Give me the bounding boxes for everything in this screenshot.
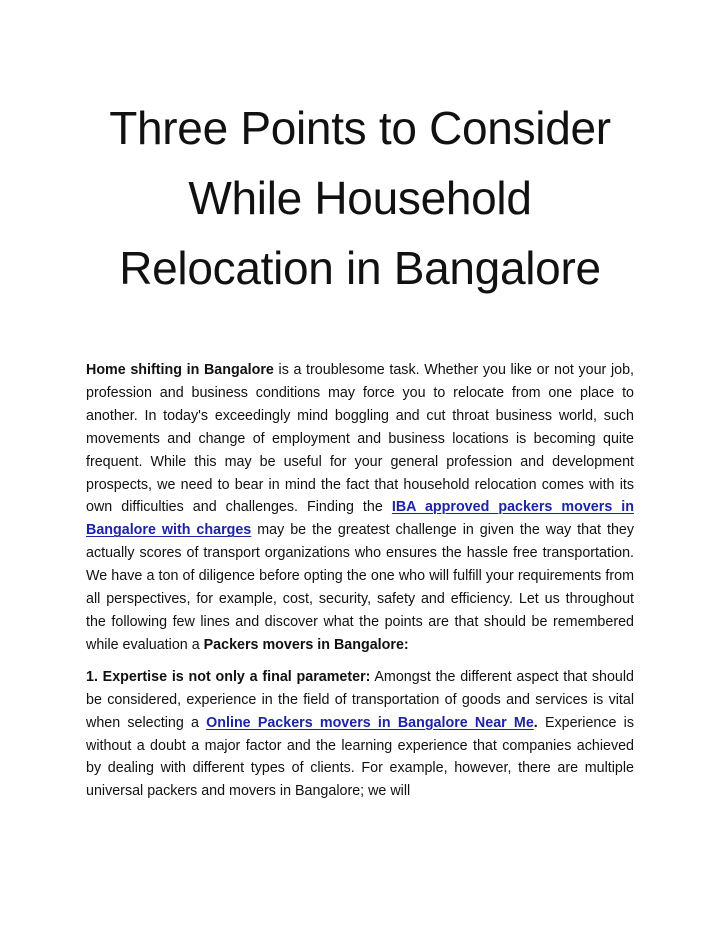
title-line-3: Relocation in Bangalore <box>119 242 601 294</box>
title-line-2: While Household <box>188 172 532 224</box>
expertise-text-b: Experience is without a doubt a major factor and the learning experience that companies achieved by dealing with different types of clients. For example, however, there are multiple universal packers and movers in Bangalore; we will <box>86 714 635 800</box>
intro-text-b: may be the greatest challenge in given the way that they actually scores of transport organizations who ensures the hassle free transportation. We have a ton of diligence before opting the one who will fulfill your requirements from all perspectives, for example, cost, security, safety and efficiency. Let us throughout the following few lines and discover what the points are that should be remembered while evaluation a <box>86 522 634 653</box>
title-line-1: Three Points to Consider <box>109 102 611 154</box>
expertise-text-a: Amongst the different aspect that should be considered, experience in the field of transportation of goods and services is vital when selecting a <box>86 668 634 731</box>
intro-lead-bold: Home shifting in Bangalore <box>86 362 274 378</box>
intro-text-a: is a troublesome task. Whether you like or not your job, profession and business conditions may force you to relocate from one place to another. In today's exceedingly mind boggling and cut throat business world, such movements and change of employment and business locations is becoming quite frequent. While this may be useful for your general profession and development prospects, we need to bear in mind the fact that household relocation comes with its own difficulties and challenges. Finding the <box>86 362 635 516</box>
intro-tail-bold: Packers movers in Bangalore: <box>203 636 409 653</box>
iba-packers-movers-link[interactable]: IBA approved packers movers in Bangalore with charges <box>86 499 635 539</box>
link-period: . <box>533 714 538 731</box>
paragraph-expertise <box>86 666 634 803</box>
expertise-heading: 1. Expertise is not only a final parameter: <box>86 668 371 685</box>
document-title <box>60 93 660 303</box>
body-text <box>86 359 634 803</box>
paragraph-intro <box>86 359 634 657</box>
online-packers-movers-link[interactable]: Online Packers movers in Bangalore Near Me <box>206 714 534 731</box>
